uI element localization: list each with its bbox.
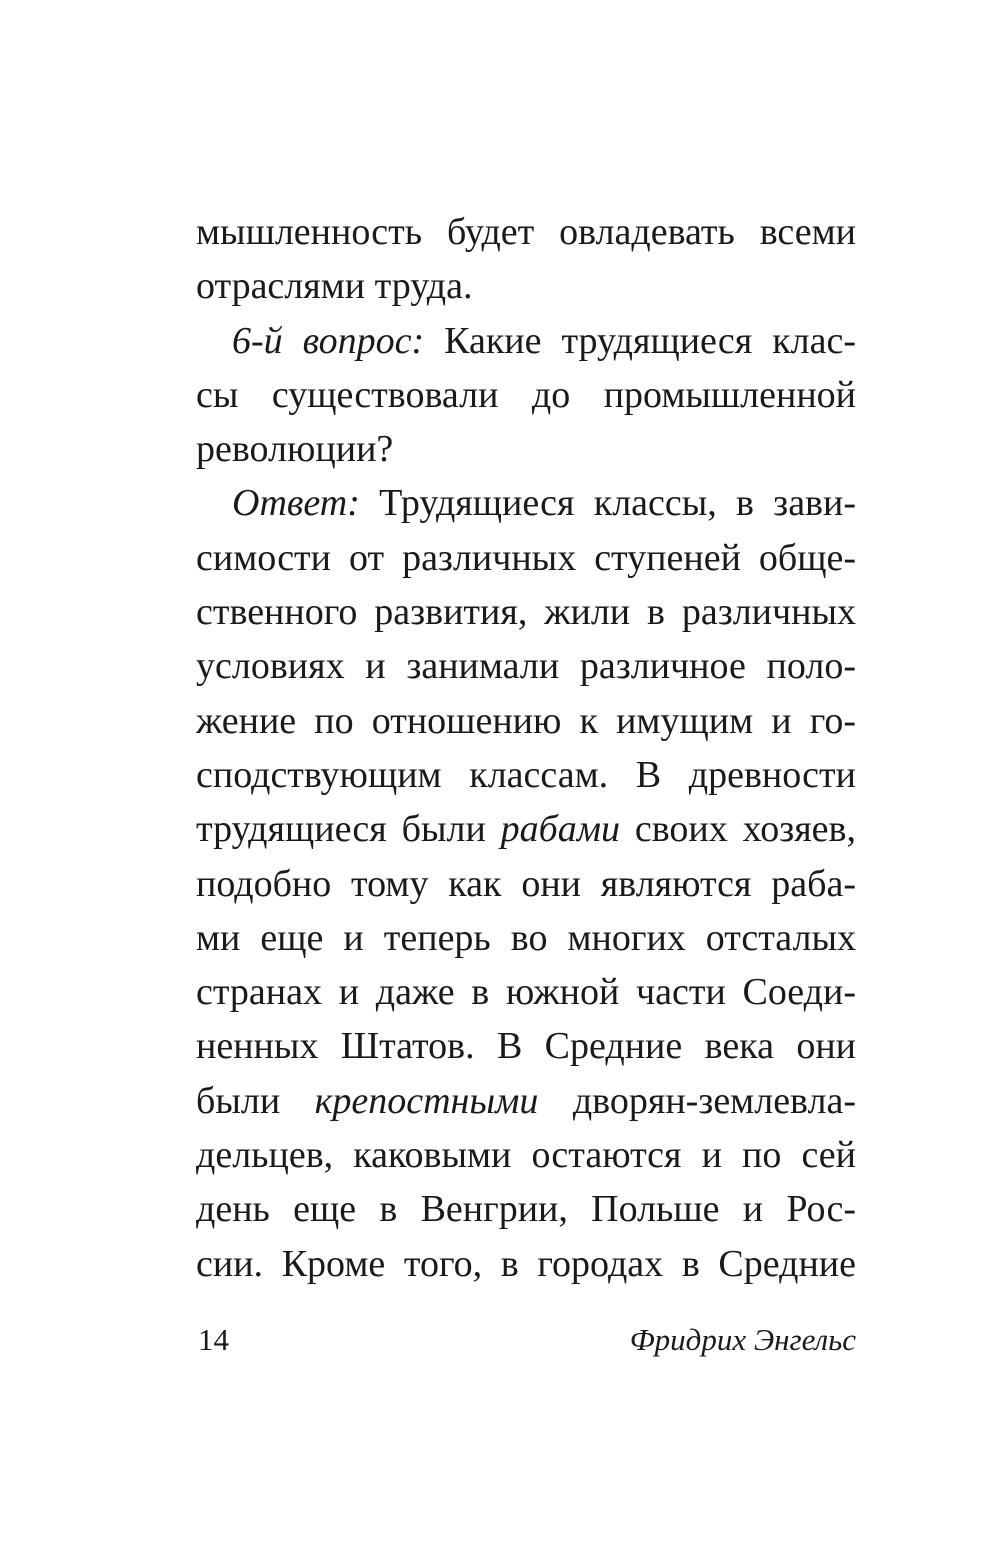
- text-line: [196, 857, 856, 911]
- text-line: [196, 585, 856, 639]
- text-segment: трудящиеся были: [196, 808, 501, 851]
- body-text: [196, 205, 856, 1291]
- page-number: 14: [198, 1322, 229, 1357]
- text-line: [196, 1128, 856, 1182]
- text-segment: сии. Кроме того, в городах в Средние: [196, 1242, 856, 1285]
- text-segment: сподствующим классам. В древности: [196, 753, 856, 796]
- text-segment: отраслями труда.: [196, 265, 473, 308]
- text-segment: Какие трудящиеся клас-: [424, 319, 856, 362]
- italic-text-segment: рабами: [500, 808, 621, 851]
- text-line: [196, 1074, 856, 1128]
- text-line: [196, 694, 856, 748]
- text-segment: жение по отношению к имущим и го-: [196, 699, 856, 742]
- text-line: [196, 476, 856, 530]
- text-line: [196, 639, 856, 693]
- text-line: [196, 422, 856, 476]
- text-segment: своих хозяев,: [620, 808, 856, 851]
- italic-text-segment: Ответ:: [232, 482, 360, 525]
- text-segment: дворян-землевла-: [538, 1079, 856, 1122]
- text-segment: странах и даже в южной части Соеди-: [196, 971, 856, 1014]
- text-segment: симости от различных ступеней обще-: [196, 536, 856, 579]
- text-segment: были: [196, 1079, 315, 1122]
- text-line: [196, 205, 856, 259]
- text-segment: ненных Штатов. В Средние века они: [196, 1025, 856, 1068]
- page-footer: [198, 1322, 856, 1362]
- text-line: [196, 802, 856, 856]
- text-segment: день еще в Венгрии, Польше и Рос-: [196, 1188, 856, 1231]
- text-segment: подобно тому как они являются раба-: [196, 862, 856, 905]
- text-segment: революции?: [196, 428, 394, 471]
- italic-text-segment: крепостными: [314, 1079, 539, 1122]
- running-title: Фридрих Энгельс: [629, 1322, 856, 1357]
- text-segment: ственного развития, жили в различных: [196, 591, 856, 634]
- text-line: [196, 531, 856, 585]
- text-line: [196, 748, 856, 802]
- text-line: [196, 911, 856, 965]
- text-segment: сы существовали до промышленной: [196, 373, 856, 416]
- text-segment: Трудящиеся классы, в зави-: [359, 482, 856, 525]
- text-segment: ми еще и теперь во многих отсталых: [196, 916, 856, 959]
- text-line: [196, 368, 856, 422]
- text-segment: дельцев, каковыми остаются и по сей: [196, 1134, 856, 1177]
- text-line: [196, 1182, 856, 1236]
- text-line: [196, 314, 856, 368]
- text-line: [196, 965, 856, 1019]
- text-line: [196, 1019, 856, 1073]
- text-segment: условиях и занимали различное поло-: [196, 645, 856, 688]
- text-line: [196, 259, 856, 313]
- italic-text-segment: 6-й вопрос:: [232, 319, 425, 362]
- text-segment: мышленность будет овладевать всеми: [196, 211, 856, 253]
- text-line: [196, 1237, 856, 1291]
